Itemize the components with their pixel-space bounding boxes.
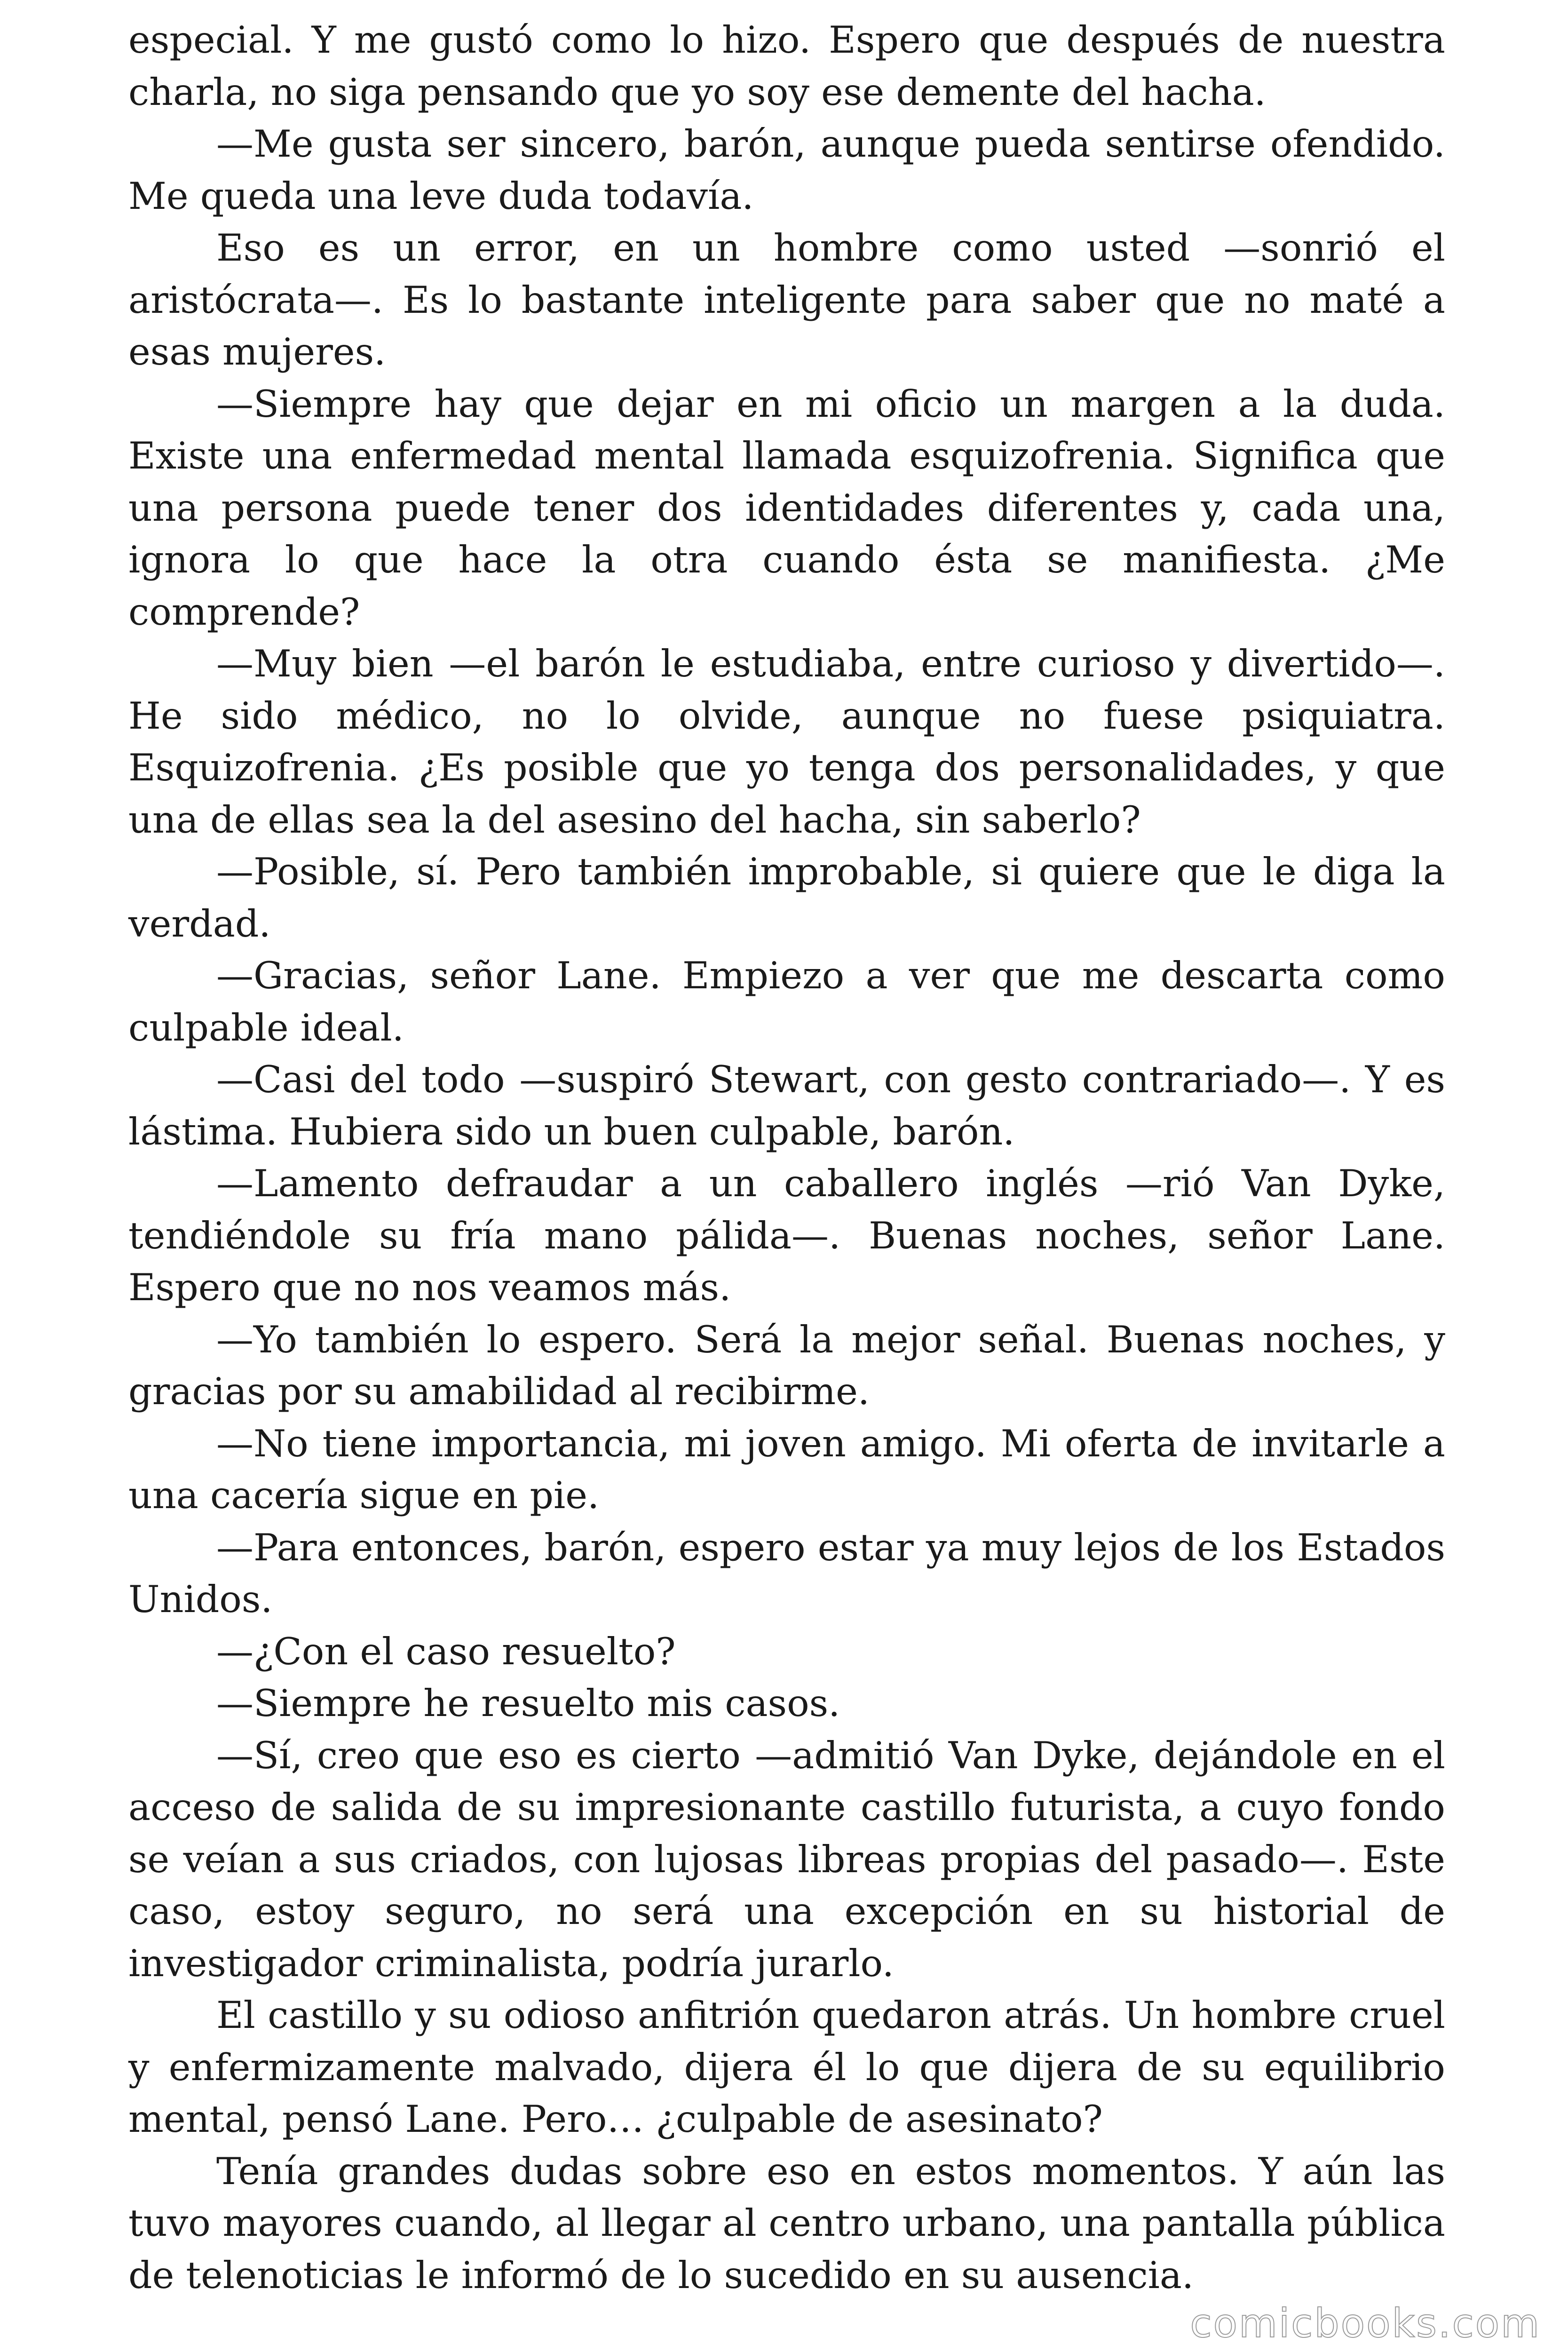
- paragraph-10: —Yo también lo espero. Será la mejor señal. Buenas noches, y gracias por su amabilidad al recibirme.: [128, 1318, 1445, 1413]
- paragraph-2: —Me gusta ser sincero, barón, aunque pueda sentirse ofendido. Me queda una leve duda todavía.: [128, 122, 1445, 218]
- watermark: comicbooks.com: [1190, 2300, 1541, 2346]
- paragraph-4: —Siempre hay que dejar en mi oficio un margen a la duda. Existe una enfermedad mental llamada esquizofrenia. Significa que una persona puede tener dos identidades diferentes y, cada una, ignora lo que hace la otra cuando ésta se manifiesta. ¿Me comprende?: [128, 382, 1445, 634]
- paragraph-8: —Casi del todo —suspiró Stewart, con gesto contrariado—. Y es lástima. Hubiera sido un buen culpable, barón.: [128, 1058, 1445, 1153]
- paragraph-12: —Para entonces, barón, espero estar ya muy lejos de los Estados Unidos.: [128, 1526, 1445, 1621]
- paragraph-6: —Posible, sí. Pero también improbable, si quiere que le diga la verdad.: [128, 850, 1445, 946]
- paragraph-14: —Siempre he resuelto mis casos.: [216, 1682, 840, 1725]
- paragraph-11: —No tiene importancia, mi joven amigo. Mi oferta de invitarle a una cacería sigue en pie.: [128, 1422, 1445, 1517]
- paragraph-3: Eso es un error, en un hombre como usted —sonrió el aristócrata—. Es lo bastante inteligente para saber que no maté a esas mujeres.: [128, 226, 1445, 373]
- paragraph-1: especial. Y me gustó como lo hizo. Espero que después de nuestra charla, no siga pensando que yo soy ese demente del hacha.: [128, 18, 1445, 114]
- paragraph-5: —Muy bien —el barón le estudiaba, entre curioso y divertido—. He sido médico, no lo olvide, aunque no fuese psiquiatra. Esquizofrenia. ¿Es posible que yo tenga dos personalidades, y que una de ellas sea la del asesino del hacha, sin saberlo?: [128, 642, 1445, 842]
- paragraph-9: —Lamento defraudar a un caballero inglés —rió Van Dyke, tendiéndole su fría mano pálida—. Buenas noches, señor Lane. Espero que no nos veamos más.: [128, 1162, 1445, 1309]
- paragraph-16: El castillo y su odioso anfitrión quedaron atrás. Un hombre cruel y enfermizamente malvado, dijera él lo que dijera de su equilibrio mental, pensó Lane. Pero… ¿culpable de asesinato?: [128, 1994, 1445, 2141]
- paragraph-15: —Sí, creo que eso es cierto —admitió Van Dyke, dejándole en el acceso de salida de su impresionante castillo futurista, a cuyo fondo se veían a sus criados, con lujosas libreas propias del pasado—. Este caso, estoy seguro, no será una excepción en su historial de investigador criminalista, podría jurarlo.: [128, 1733, 1445, 1985]
- paragraph-13: —¿Con el caso resuelto?: [216, 1629, 676, 1673]
- page-text: [128, 14, 1445, 2301]
- paragraph-7: —Gracias, señor Lane. Empiezo a ver que me descarta como culpable ideal.: [128, 954, 1445, 1049]
- paragraph-17: Tenía grandes dudas sobre eso en estos momentos. Y aún las tuvo mayores cuando, al llegar al centro urbano, una pantalla pública de telenoticias le informó de lo sucedido en su ausencia.: [128, 2149, 1445, 2297]
